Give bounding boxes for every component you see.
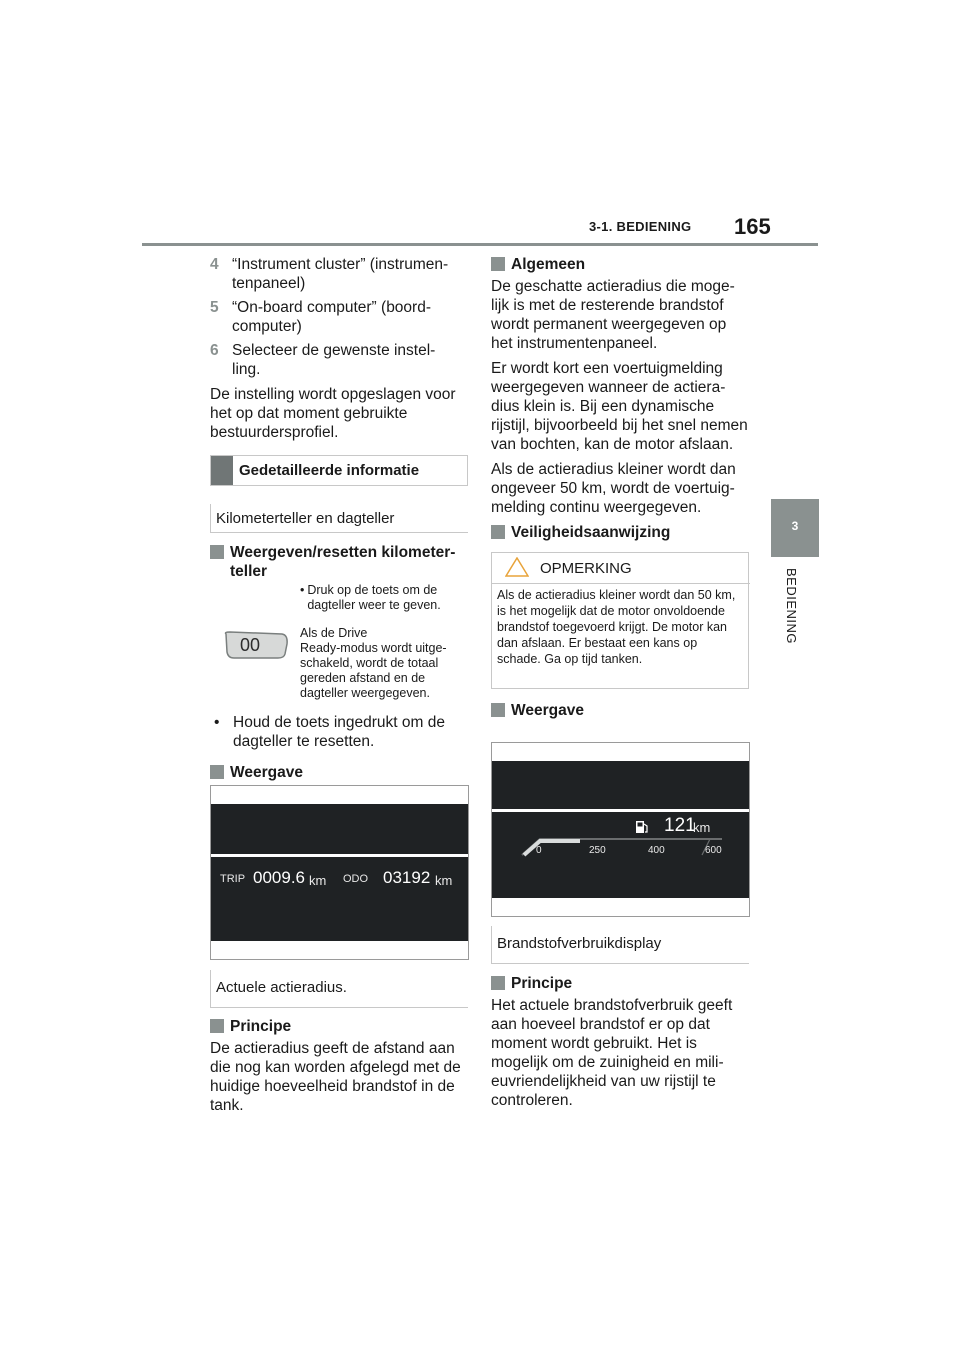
detail-info-box — [210, 455, 468, 486]
range-unit: km — [693, 820, 711, 835]
warning-box — [491, 552, 749, 689]
header-rule — [142, 243, 818, 246]
section-title: 3-1. BEDIENING — [589, 219, 692, 234]
square-bullet-icon — [491, 525, 505, 539]
square-bullet-icon — [210, 765, 224, 779]
scale-label-0: 0 — [536, 845, 542, 856]
scale-label-400: 400 — [648, 845, 665, 856]
detail-caption: Kilometerteller en dagteller — [210, 504, 468, 533]
range-scale-bar — [520, 831, 725, 857]
step-text: “On-board computer” (boord- computer) — [232, 299, 431, 335]
step-number: 6 — [210, 342, 219, 359]
bullet-dot-icon: • — [300, 583, 305, 597]
trip-value: 0009.6 — [253, 868, 305, 887]
fuel-caption: Brandstofverbruikdisplay — [491, 926, 749, 964]
detail-info-title: Gedetailleerde informatie — [239, 462, 420, 479]
square-bullet-icon — [491, 257, 505, 271]
profile-paragraph: De instelling wordt opgeslagen voor het op dat moment gebruikte bestuurdersprofiel. — [210, 386, 456, 441]
right-column — [491, 255, 749, 720]
square-bullet-icon — [210, 545, 224, 559]
heading-reset: Weergeven/resetten kilometer- teller — [210, 543, 468, 581]
heading-safety: Veiligheidsaanwijzing — [491, 523, 749, 542]
button-label: 00 — [240, 635, 261, 655]
heading-principle-right: Principe — [491, 974, 749, 993]
heading-display-left: Weergave — [210, 763, 468, 782]
chapter-number: 3 — [791, 519, 799, 533]
general-paragraph-1: De geschatte actieradius die moge-lijk is met de resterende brandstof wordt permanent weergegeven op het instrumentenpaneel. — [491, 278, 735, 352]
warning-text: Als de actieradius kleiner wordt dan 50 km, is het mogelijk dat de motor onvoldoende brandstof toegevoerd krijgt. De motor kan dan afslaan. Er bestaat een kans op schade. Ga op tijd tanken. — [497, 588, 736, 666]
step-number: 5 — [210, 299, 219, 316]
fuel-range-display — [491, 742, 750, 917]
step-5 — [210, 298, 468, 336]
warning-title: OPMERKING — [540, 560, 632, 577]
trip-unit: km — [309, 873, 327, 888]
step-number: 4 — [210, 256, 219, 273]
odometer-display — [210, 785, 469, 960]
chapter-label: BEDIENING — [784, 568, 799, 645]
hold-bullet: • Houd de toets ingedrukt om de dagteller te resetten. — [210, 713, 468, 751]
scale-label-600: 600 — [705, 845, 722, 856]
step-6 — [210, 341, 468, 379]
square-bullet-icon — [210, 1019, 224, 1033]
heading-display-right: Weergave — [491, 701, 749, 720]
heading-principle-left: Principe — [210, 1017, 468, 1036]
range-value: 121 — [664, 815, 696, 836]
display-caption-left: Actuele actieradius. — [210, 970, 468, 1008]
odo-value: 03192 — [383, 868, 431, 887]
principle-text-right: Het actuele brandstofverbruik geeft aan hoeveel brandstof er op dat moment wordt gebruikt. Het is mogelijk om de zuinigheid en mili-euvriendelijkheid van uw rijstijl te controleren. — [491, 997, 733, 1109]
step-text: Selecteer de gewenste instel- ling. — [232, 342, 436, 378]
warning-triangle-icon — [505, 557, 529, 577]
square-bullet-icon — [491, 703, 505, 717]
odo-unit: km — [435, 873, 453, 888]
left-column — [210, 255, 468, 581]
step-text: “Instrument cluster” (instrumen- tenpaneel) — [232, 256, 449, 292]
page-number: 165 — [734, 214, 771, 239]
press-bullet: • Druk op de toets om de dagteller weer te geven. — [300, 583, 441, 612]
bullet-dot-icon: • — [214, 714, 220, 731]
reset-button-illustration — [222, 630, 290, 660]
trip-label: TRIP — [220, 873, 246, 885]
square-bullet-icon — [491, 976, 505, 990]
general-paragraph-2: Er wordt kort een voertuigmelding weergegeven wanneer de actiera-dius klein is. Bij een dynamische rijstijl, bijvoorbeeld bij het snel nemen van bochten, kan de motor afslaan. — [491, 360, 748, 453]
scale-label-250: 250 — [589, 845, 606, 856]
general-paragraph-3: Als de actieradius kleiner wordt dan ongeveer 50 km, wordt de voertuig-melding continu weergegeven. — [491, 461, 736, 516]
step-4 — [210, 255, 468, 293]
principle-text-left: De actieradius geeft de afstand aan die nog kan worden afgelegd met de huidige hoeveelheid brandstof in de tank. — [210, 1040, 461, 1114]
odo-label: ODO — [343, 873, 369, 885]
drive-ready-note: Als de Drive Ready-modus wordt uitge- schakeld, wordt de totaal gereden afstand en de dagteller weergegeven. — [300, 626, 447, 700]
heading-general: Algemeen — [491, 255, 749, 274]
